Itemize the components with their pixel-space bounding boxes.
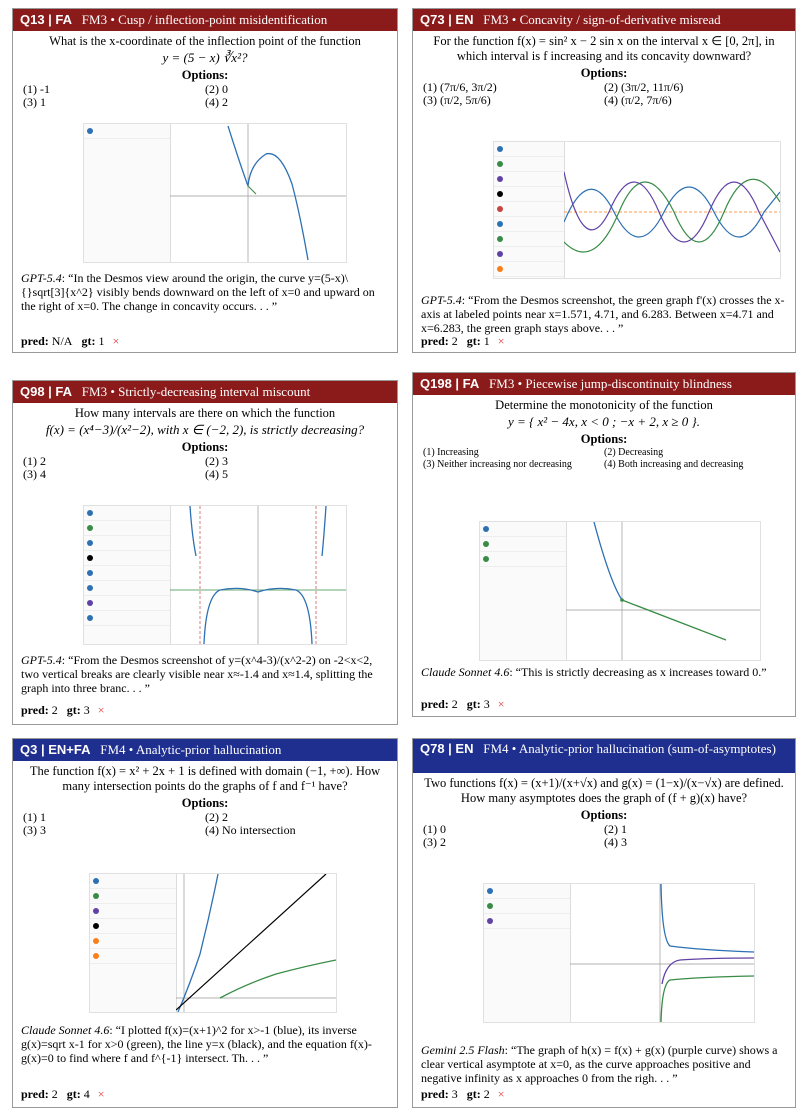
card-q98 — [12, 380, 398, 725]
options-list — [413, 823, 795, 849]
expression-panel — [84, 506, 171, 644]
prediction-line — [421, 697, 505, 712]
model-response — [21, 271, 389, 313]
wrong-mark-icon: × — [97, 1087, 105, 1101]
graph-canvas — [564, 142, 780, 278]
response-text: : “From the Desmos screenshot of y=(x^4-3)/(x^2-2) on -2<x<2, two vertical breaks are clearly visible near x≈-1.4 and x≈1.4, splitting the graph into three branc. . . ” — [21, 653, 373, 695]
gt-label: gt: — [466, 1087, 481, 1101]
option-3: (3) 4 — [23, 467, 46, 481]
desmos-graph — [89, 873, 337, 1013]
gt-value: 2 — [483, 1087, 490, 1101]
option-3: (3) 2 — [423, 835, 446, 849]
wrong-mark-icon: × — [97, 703, 105, 717]
expression-panel — [484, 884, 571, 1022]
option-1: (1) -1 — [23, 82, 50, 96]
curve-f — [661, 884, 754, 952]
model-response — [421, 1043, 787, 1085]
gt-label: gt: — [466, 334, 481, 348]
model-response — [21, 653, 389, 695]
option-2: (2) (3π/2, 11π/6) — [604, 80, 684, 94]
options-title: Options: — [181, 68, 229, 82]
expression-panel — [84, 124, 171, 262]
pred-value: 3 — [451, 1087, 458, 1101]
wrong-mark-icon: × — [112, 334, 120, 348]
expression-panel — [494, 142, 565, 278]
gt-label: gt: — [81, 334, 96, 348]
prediction-line — [421, 1087, 505, 1102]
wrong-mark-icon: × — [497, 1087, 505, 1101]
model-name: GPT-5.4 — [21, 653, 62, 667]
gt-value: 4 — [83, 1087, 90, 1101]
graph-canvas — [176, 874, 336, 1012]
gt-value: 3 — [83, 703, 90, 717]
option-3: (3) 1 — [23, 95, 46, 109]
failure-mode-tag: FM3 • Strictly-decreasing interval miscount — [81, 384, 311, 399]
option-4: (4) (π/2, 7π/6) — [604, 93, 672, 107]
option-2: (2) 3 — [205, 454, 228, 468]
gt-label: gt: — [66, 703, 81, 717]
pred-value: 2 — [51, 703, 58, 717]
question-id: Q78 | EN — [420, 741, 474, 756]
model-response — [421, 293, 787, 335]
expression-panel — [480, 522, 567, 660]
curve-right-piece — [622, 600, 726, 640]
options-title: Options: — [580, 808, 628, 822]
question-id: Q3 | EN+FA — [20, 742, 91, 757]
response-text: : “I plotted f(x)=(x+1)^2 for x>-1 (blue), its inverse g(x)=sqrt x-1 for x>0 (green), the line y=x (black), and the equation f(x)-g(x)=0 to find where f and f^{-1} intersect. Th. . . ” — [21, 1023, 372, 1065]
model-name: GPT-5.4 — [421, 293, 462, 307]
question-id: Q198 | FA — [420, 376, 480, 391]
response-text: : “This is strictly decreasing as x increases toward 0.” — [509, 665, 767, 679]
gt-label: gt: — [466, 697, 481, 711]
option-4: (4) 2 — [205, 95, 228, 109]
desmos-graph — [83, 123, 347, 263]
failure-mode-tag: FM4 • Analytic-prior hallucination — [100, 742, 282, 757]
curve-inverse — [220, 960, 336, 998]
prediction-line — [21, 334, 119, 349]
options-title: Options: — [181, 440, 229, 454]
question-formula: y = (5 − x) ∛x²? — [162, 50, 248, 65]
options-list — [13, 811, 397, 837]
graph-canvas — [566, 522, 760, 660]
model-name: Claude Sonnet 4.6 — [21, 1023, 110, 1037]
pred-value: 2 — [451, 334, 458, 348]
model-response — [21, 1023, 389, 1065]
option-4: (4) No intersection — [205, 823, 296, 837]
card-q78 — [412, 738, 796, 1108]
graph-canvas — [170, 506, 346, 644]
pred-value: 2 — [451, 697, 458, 711]
card-header — [413, 373, 795, 395]
pred-label: pred: — [21, 703, 49, 717]
prediction-line — [421, 334, 505, 349]
options-title: Options: — [580, 66, 628, 80]
desmos-graph — [479, 521, 761, 661]
option-1: (1) Increasing — [423, 447, 479, 458]
option-1: (1) 0 — [423, 822, 446, 836]
failure-mode-tag: FM3 • Piecewise jump-discontinuity blindness — [489, 376, 732, 391]
wrong-mark-icon: × — [497, 334, 505, 348]
option-2: (2) 1 — [604, 822, 627, 836]
card-q73 — [412, 8, 796, 353]
option-2: (2) Decreasing — [604, 447, 664, 458]
desmos-graph — [83, 505, 347, 645]
pred-label: pred: — [21, 334, 49, 348]
desmos-graph — [493, 141, 781, 279]
response-text: : “In the Desmos view around the origin, the curve y=(5-x)\{}sqrt[3]{x^2} visibly bends downward on the left of x=0 and upward on the right of x=0. The change in concavity occurs. . . ” — [21, 271, 375, 313]
options-list — [13, 455, 397, 481]
question-text: The function f(x) = x² + 2x + 1 is defined with domain (−1, +∞). How many intersection points do the graphs of f and f⁻¹ have? — [29, 764, 381, 793]
curve-f — [228, 126, 308, 260]
question-id: Q13 | FA — [20, 12, 73, 27]
card-header — [13, 9, 397, 31]
options-list — [13, 83, 397, 109]
card-header — [13, 381, 397, 403]
response-text: : “The graph of h(x) = f(x) + g(x) (purple curve) shows a clear vertical asymptote at x=0, as the curve approaches positive and negative infinity as x approaches 0 from the righ. . . ” — [421, 1043, 778, 1085]
option-2: (2) 0 — [205, 82, 228, 96]
option-4: (4) 5 — [205, 467, 228, 481]
prediction-line — [21, 1087, 105, 1102]
question-text: What is the x-coordinate of the inflection point of the function — [49, 34, 361, 48]
options-title: Options: — [580, 432, 628, 446]
question-text: Two functions f(x) = (x+1)/(x+√x) and g(x) = (1−x)/(x−√x) are defined. How many asymptotes does the graph of (f + g)(x) have? — [424, 776, 784, 805]
prediction-line — [21, 703, 105, 718]
gt-value: 1 — [98, 334, 105, 348]
question-id: Q98 | FA — [20, 384, 73, 399]
failure-mode-tag: FM3 • Cusp / inflection-point misidentification — [81, 12, 328, 27]
pred-label: pred: — [421, 334, 449, 348]
card-header — [413, 739, 795, 773]
model-response — [421, 665, 787, 679]
curve-left-piece — [594, 522, 622, 600]
question-formula: y = { x² − 4x, x < 0 ; −x + 2, x ≥ 0 }. — [508, 414, 700, 429]
curve-g — [248, 186, 256, 194]
question-text: How many intervals are there on which the function — [74, 406, 336, 420]
model-name: Claude Sonnet 4.6 — [421, 665, 510, 679]
graph-canvas — [570, 884, 754, 1022]
card-header — [13, 739, 397, 761]
options-title: Options: — [181, 796, 229, 810]
failure-mode-tag: FM3 • Concavity / sign-of-derivative misread — [483, 12, 721, 27]
options-list — [413, 81, 795, 107]
failure-mode-tag: FM4 • Analytic-prior hallucination (sum-of-asymptotes) — [483, 741, 776, 756]
option-1: (1) (7π/6, 3π/2) — [423, 80, 497, 94]
option-1: (1) 1 — [23, 810, 46, 824]
card-q198 — [412, 372, 796, 717]
question-formula: f(x) = (x⁴−3)/(x²−2), with x ∈ (−2, 2), is strictly decreasing? — [45, 422, 365, 437]
gt-value: 3 — [483, 697, 490, 711]
option-4: (4) Both increasing and decreasing — [604, 459, 744, 470]
question-text: Determine the monotonicity of the function — [495, 398, 713, 412]
response-text: : “From the Desmos screenshot, the green graph f'(x) crosses the x-axis at labeled points near x=1.571, 4.71, and 6.283. Between x=4.71 and x=6.283, the green graph stays above. . . ” — [421, 293, 785, 335]
card-q3 — [12, 738, 398, 1108]
line-y-equals-x — [176, 874, 326, 1010]
pred-value: N/A — [51, 334, 73, 348]
model-name: Gemini 2.5 Flash — [421, 1043, 505, 1057]
desmos-graph — [483, 883, 755, 1023]
card-q13 — [12, 8, 398, 353]
pred-label: pred: — [21, 1087, 49, 1101]
wrong-mark-icon: × — [497, 697, 505, 711]
pred-value: 2 — [51, 1087, 58, 1101]
model-name: GPT-5.4 — [21, 271, 62, 285]
options-list — [413, 447, 795, 471]
option-1: (1) 2 — [23, 454, 46, 468]
pred-label: pred: — [421, 697, 449, 711]
curve-g — [661, 976, 754, 1022]
graph-canvas — [170, 124, 346, 262]
gt-value: 1 — [483, 334, 490, 348]
expression-panel — [90, 874, 177, 1012]
option-3: (3) Neither increasing nor decreasing — [423, 459, 572, 470]
gt-label: gt: — [66, 1087, 81, 1101]
option-4: (4) 3 — [604, 835, 627, 849]
pred-label: pred: — [421, 1087, 449, 1101]
question-text: For the function f(x) = sin² x − 2 sin x on the interval x ∈ [0, 2π], in which interval is f increasing and its concavity downward? — [433, 34, 775, 63]
option-3: (3) 3 — [23, 823, 46, 837]
question-id: Q73 | EN — [420, 12, 474, 27]
option-3: (3) (π/2, 5π/6) — [423, 93, 491, 107]
option-2: (2) 2 — [205, 810, 228, 824]
card-header — [413, 9, 795, 31]
